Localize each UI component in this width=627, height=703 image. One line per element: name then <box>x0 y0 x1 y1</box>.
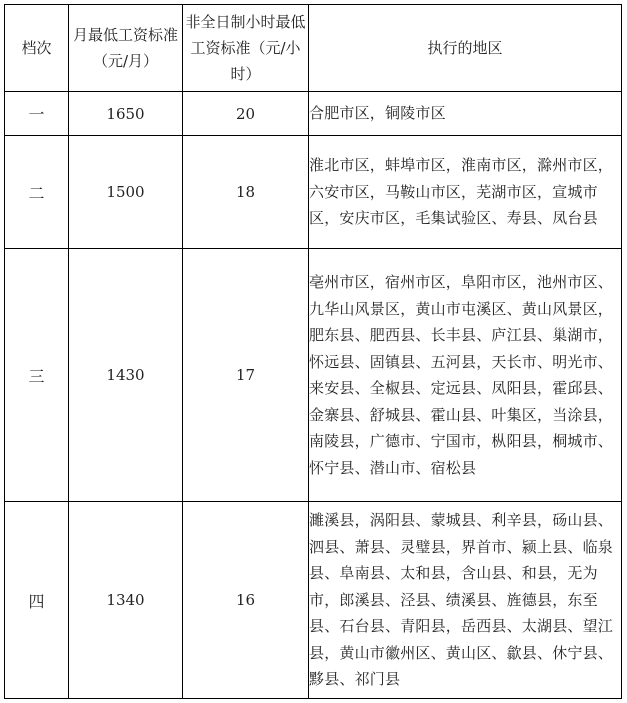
table-row <box>5 502 622 699</box>
hourly-wage-cell: 20 <box>183 92 309 136</box>
header-tier: 档次 <box>5 5 69 92</box>
hourly-wage-cell: 16 <box>183 502 309 699</box>
header-monthly-standard: 月最低工资标准（元/月） <box>69 5 183 92</box>
tier-cell: 二 <box>5 136 69 249</box>
header-regions: 执行的地区 <box>309 5 622 92</box>
regions-cell: 合肥市区，铜陵市区 <box>309 92 622 136</box>
regions-cell: 亳州市区，宿州市区，阜阳市区，池州市区、九华山风景区，黄山市屯溪区、黄山风景区，肥东县、肥西县、长丰县、庐江县、巢湖市，怀远县、固镇县、五河县，天长市、明光市、来安县、全椒县、定远县、凤阳县，霍邱县、金寨县、舒城县、霍山县、叶集区，当涂县，南陵县，广德市、宁国市，枞阳县，桐城市、怀宁县、潜山市、宿松县 <box>309 249 622 502</box>
hourly-wage-cell: 18 <box>183 136 309 249</box>
monthly-wage-cell: 1650 <box>69 92 183 136</box>
header-row <box>5 5 622 92</box>
regions-cell: 濉溪县，涡阳县、蒙城县、利辛县，砀山县、泗县、萧县、灵璧县，界首市、颍上县、临泉县、阜南县、太和县，含山县、和县，无为市，郎溪县、泾县、绩溪县、旌德县，东至县、石台县、青阳县，岳西县、太湖县、望江县，黄山市徽州区、黄山区、歙县、休宁县、黟县、祁门县 <box>309 502 622 699</box>
tier-cell: 三 <box>5 249 69 502</box>
table-row <box>5 92 622 136</box>
monthly-wage-cell: 1430 <box>69 249 183 502</box>
table-row <box>5 136 622 249</box>
regions-cell: 淮北市区，蚌埠市区，淮南市区，滁州市区，六安市区，马鞍山市区，芜湖市区，宣城市区，安庆市区，毛集试验区、寿县、凤台县 <box>309 136 622 249</box>
minimum-wage-table <box>4 4 622 699</box>
tier-cell: 四 <box>5 502 69 699</box>
table-row <box>5 249 622 502</box>
tier-cell: 一 <box>5 92 69 136</box>
header-hourly-standard: 非全日制小时最低工资标准（元/小时） <box>183 5 309 92</box>
hourly-wage-cell: 17 <box>183 249 309 502</box>
monthly-wage-cell: 1340 <box>69 502 183 699</box>
monthly-wage-cell: 1500 <box>69 136 183 249</box>
